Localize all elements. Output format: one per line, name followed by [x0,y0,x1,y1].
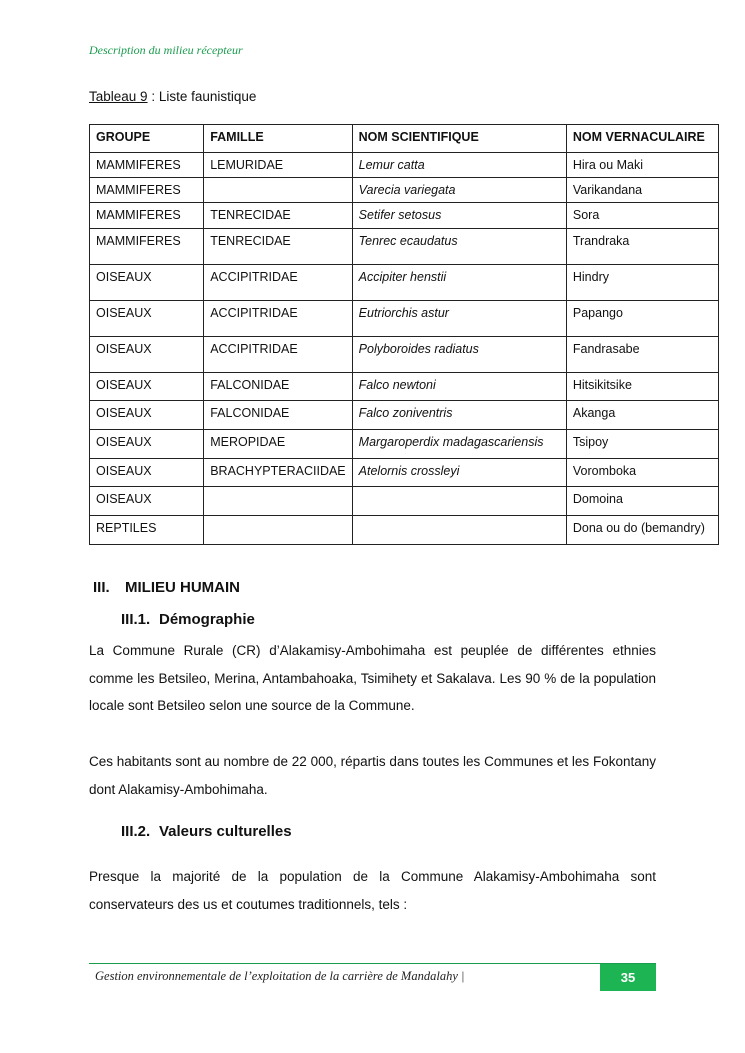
cell-nom-scientifique: Lemur catta [352,153,566,178]
cell-nom-vernaculaire: Hira ou Maki [566,153,718,178]
subsection-heading-valeurs [121,823,292,840]
table-row [90,337,719,373]
cell-nom-vernaculaire: Hindry [566,265,718,301]
cell-nom-vernaculaire: Dona ou do (bemandry) [566,516,718,545]
paragraph-valeurs-1: Presque la majorité de la population de la Commune Alakamisy-Ambohimaha sont conservateurs des us et coutumes traditionnels, tels : [89,869,656,912]
cell-nom-vernaculaire: Hitsikitsike [566,373,718,401]
table-body [90,153,719,545]
table-row [90,265,719,301]
cell-groupe: MAMMIFERES [90,203,204,229]
cell-nom-scientifique: Varecia variegata [352,178,566,203]
table-caption-text: : Liste faunistique [147,89,257,104]
cell-groupe: MAMMIFERES [90,153,204,178]
cell-nom-scientifique: Eutriorchis astur [352,301,566,337]
section-number: III. [93,579,110,596]
cell-famille: BRACHYPTERACIIDAE [204,459,352,487]
section-title: MILIEU HUMAIN [125,579,240,596]
table-row [90,487,719,516]
fauna-table [89,124,719,545]
cell-nom-vernaculaire: Tsipoy [566,430,718,459]
cell-nom-vernaculaire: Domoina [566,487,718,516]
cell-famille: ACCIPITRIDAE [204,301,352,337]
column-header-famille: FAMILLE [204,125,352,153]
cell-famille: LEMURIDAE [204,153,352,178]
cell-nom-vernaculaire: Voromboka [566,459,718,487]
cell-nom-scientifique [352,516,566,545]
table-row [90,203,719,229]
cell-groupe: OISEAUX [90,301,204,337]
cell-groupe: REPTILES [90,516,204,545]
column-header-groupe: GROUPE [90,125,204,153]
cell-famille [204,487,352,516]
paragraph-demographie-2: Ces habitants sont au nombre de 22 000, répartis dans toutes les Communes et les Fokontany dont Alakamisy-Ambohimaha. [89,754,656,797]
cell-nom-scientifique: Tenrec ecaudatus [352,229,566,265]
subsection-title: Valeurs culturelles [159,823,292,840]
table-row [90,229,719,265]
table-row [90,401,719,430]
cell-groupe: MAMMIFERES [90,229,204,265]
cell-famille: FALCONIDAE [204,373,352,401]
cell-groupe: OISEAUX [90,430,204,459]
cell-nom-vernaculaire: Varikandana [566,178,718,203]
cell-nom-vernaculaire: Sora [566,203,718,229]
cell-nom-scientifique [352,487,566,516]
table-row [90,373,719,401]
table-header-row [90,125,719,153]
subsection-number: III.1. [121,611,151,628]
cell-nom-scientifique: Atelornis crossleyi [352,459,566,487]
page-header-title: Description du milieu récepteur [89,43,243,57]
cell-groupe: OISEAUX [90,373,204,401]
cell-groupe: OISEAUX [90,337,204,373]
cell-nom-vernaculaire: Trandraka [566,229,718,265]
table-row [90,430,719,459]
column-header-nom-scientifique: NOM SCIENTIFIQUE [352,125,566,153]
cell-famille [204,178,352,203]
table-row [90,459,719,487]
table-row [90,178,719,203]
table-caption-label: Tableau 9 [89,89,148,104]
cell-nom-scientifique: Setifer setosus [352,203,566,229]
cell-nom-scientifique: Accipiter henstii [352,265,566,301]
subsection-heading-demographie [121,611,255,628]
cell-groupe: OISEAUX [90,487,204,516]
paragraph-demographie-1: La Commune Rurale (CR) d’Alakamisy-Ambohimaha est peuplée de différentes ethnies comme les Betsileo, Merina, Antambahoaka, Tsimihety et Sakalava. Les 90 % de la population locale sont Betsileo selon une source de la Commune. [89,643,656,713]
cell-groupe: OISEAUX [90,401,204,430]
cell-famille [204,516,352,545]
cell-nom-scientifique: Falco newtoni [352,373,566,401]
cell-nom-scientifique: Margaroperdix madagascariensis [352,430,566,459]
cell-nom-scientifique: Falco zoniventris [352,401,566,430]
section-heading [93,579,240,596]
cell-famille: ACCIPITRIDAE [204,265,352,301]
cell-famille: ACCIPITRIDAE [204,337,352,373]
cell-nom-vernaculaire: Akanga [566,401,718,430]
cell-famille: TENRECIDAE [204,229,352,265]
cell-groupe: OISEAUX [90,459,204,487]
cell-famille: MEROPIDAE [204,430,352,459]
cell-nom-scientifique: Polyboroides radiatus [352,337,566,373]
table-row [90,153,719,178]
cell-groupe: OISEAUX [90,265,204,301]
cell-famille: TENRECIDAE [204,203,352,229]
cell-famille: FALCONIDAE [204,401,352,430]
table-caption [89,89,256,104]
table-row [90,516,719,545]
cell-groupe: MAMMIFERES [90,178,204,203]
subsection-number: III.2. [121,823,151,840]
subsection-title: Démographie [159,611,255,628]
footer-divider [89,963,656,964]
cell-nom-vernaculaire: Papango [566,301,718,337]
cell-nom-vernaculaire: Fandrasabe [566,337,718,373]
column-header-nom-vernaculaire: NOM VERNACULAIRE [566,125,718,153]
footer-text: Gestion environnementale de l’exploitation de la carrière de Mandalahy | [95,969,465,983]
table-row [90,301,719,337]
page-number-badge: 35 [600,964,656,991]
